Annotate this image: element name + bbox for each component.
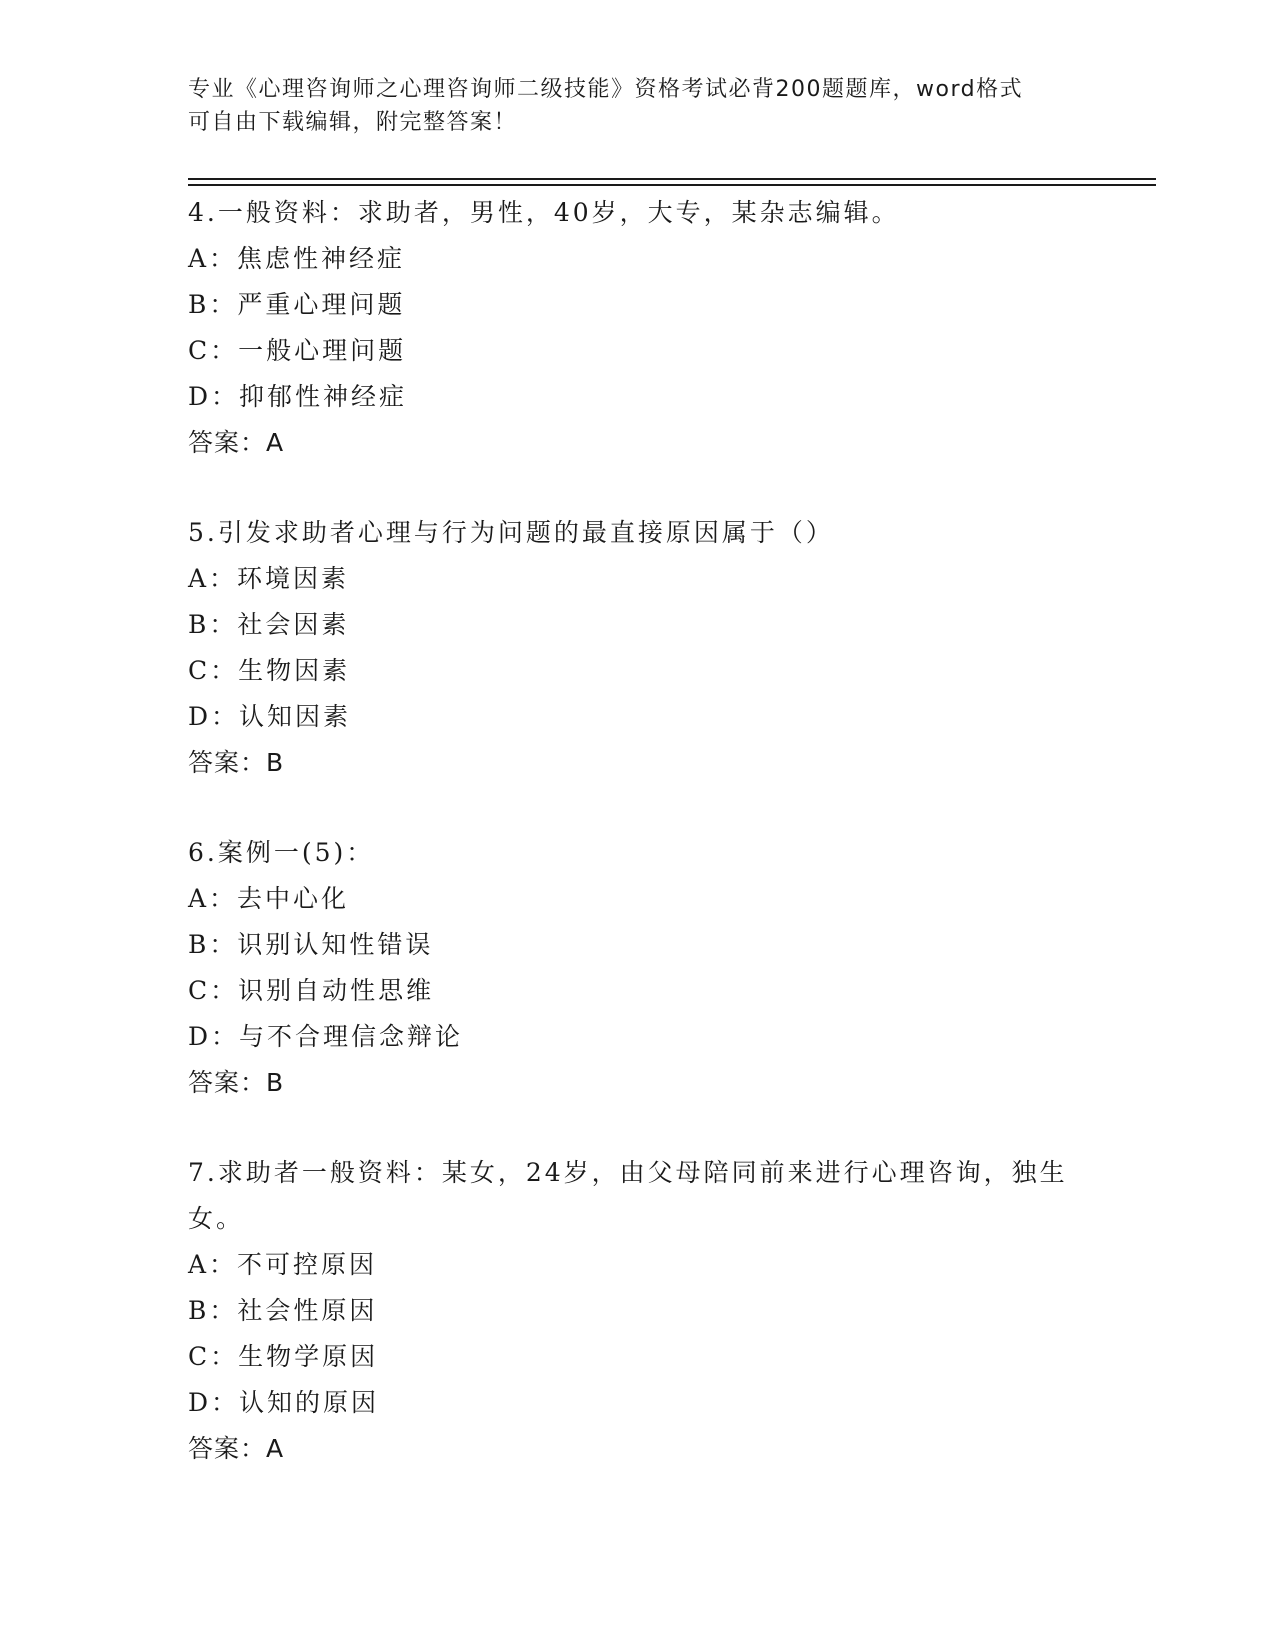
option-d: D：认知的原因 [188, 1388, 380, 1417]
header-divider-bottom [188, 184, 1156, 186]
option-c: C：识别自动性思维 [188, 976, 435, 1005]
option-c: C：一般心理问题 [188, 336, 407, 365]
option-b: B：识别认知性错误 [188, 930, 434, 959]
answer-line: 答案：A [188, 1434, 285, 1463]
question-stem: 5.引发求助者心理与行为问题的最直接原因属于（） [188, 518, 834, 547]
option-c: C：生物因素 [188, 656, 351, 685]
option-d: D：与不合理信念辩论 [188, 1022, 464, 1051]
header-divider-top [188, 178, 1156, 180]
question-7 [188, 1150, 1088, 1472]
option-a: A：不可控原因 [188, 1250, 378, 1279]
option-b: B：社会因素 [188, 610, 350, 639]
option-a: A：去中心化 [188, 884, 350, 913]
option-c: C：生物学原因 [188, 1342, 379, 1371]
answer-line: 答案：A [188, 428, 285, 457]
option-a: A：焦虑性神经症 [188, 244, 406, 273]
question-6 [188, 830, 1088, 1106]
option-b: B：严重心理问题 [188, 290, 406, 319]
question-5 [188, 510, 1088, 786]
question-stem: 7.求助者一般资料：某女，24岁，由父母陪同前来进行心理咨询，独生女。 [188, 1158, 1068, 1233]
question-stem: 6.案例一(5)： [188, 838, 375, 867]
option-b: B：社会性原因 [188, 1296, 378, 1325]
answer-line: 答案：B [188, 748, 285, 777]
question-list [188, 190, 1088, 1516]
question-4 [188, 190, 1088, 466]
option-a: A：环境因素 [188, 564, 350, 593]
header-line-1: 专业《心理咨询师之心理咨询师二级技能》资格考试必背200题题库，word格式 [188, 77, 1024, 102]
header-line-2: 可自由下载编辑，附完整答案！ [188, 110, 518, 135]
answer-line: 答案：B [188, 1068, 285, 1097]
document-header [188, 73, 1068, 139]
question-stem: 4.一般资料：求助者，男性，40岁，大专，某杂志编辑。 [188, 198, 900, 227]
option-d: D：抑郁性神经症 [188, 382, 408, 411]
option-d: D：认知因素 [188, 702, 352, 731]
